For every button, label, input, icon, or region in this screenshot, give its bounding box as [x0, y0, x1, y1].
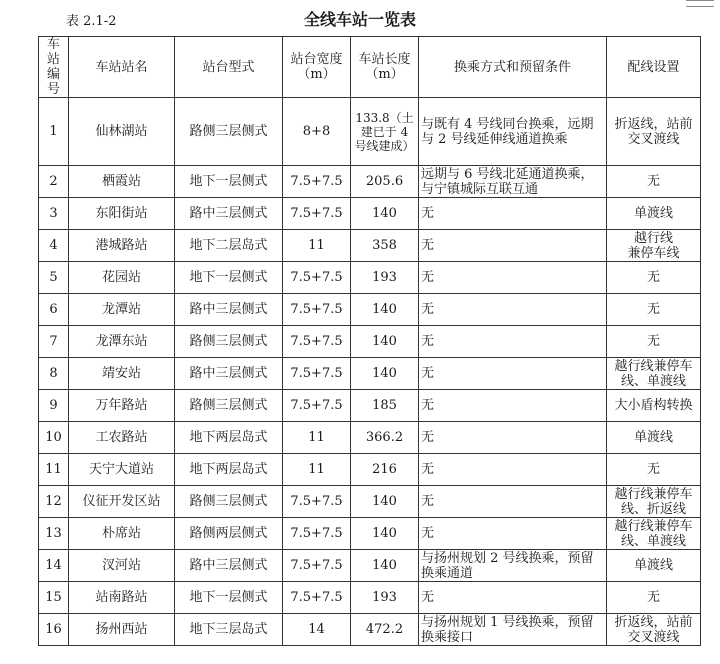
- table-cell: 472.2: [351, 614, 419, 646]
- table-cell: 越行线兼停车线、单渡线: [607, 518, 701, 550]
- table-cell: 单渡线: [607, 422, 701, 454]
- table-cell: 4: [39, 230, 69, 262]
- table-cell: 港城路站: [69, 230, 175, 262]
- table-cell: 天宁大道站: [69, 454, 175, 486]
- table-cell: 216: [351, 454, 419, 486]
- table-cell: 越行线兼停车线、折返线: [607, 486, 701, 518]
- table-cell: 11: [283, 230, 351, 262]
- table-cell: 路中三层侧式: [175, 198, 283, 230]
- table-cell: 无: [419, 326, 607, 358]
- table-cell: 5: [39, 262, 69, 294]
- table-cell: 366.2: [351, 422, 419, 454]
- table-cell: 6: [39, 294, 69, 326]
- table-cell: 1: [39, 98, 69, 166]
- table-cell: 仙林湖站: [69, 98, 175, 166]
- table-cell: 193: [351, 582, 419, 614]
- table-cell: 越行线兼停车线、单渡线: [607, 358, 701, 390]
- table-cell: 无: [607, 582, 701, 614]
- table-row: [39, 518, 701, 550]
- table-cell: 无: [419, 518, 607, 550]
- table-cell: 193: [351, 262, 419, 294]
- table-cell: 无: [419, 358, 607, 390]
- station-table: [38, 36, 701, 646]
- table-cell: 大小盾构转换: [607, 390, 701, 422]
- table-cell: 185: [351, 390, 419, 422]
- header-cell: 换乘方式和预留条件: [419, 37, 607, 98]
- table-cell: 无: [419, 582, 607, 614]
- table-cell: 7.5+7.5: [283, 582, 351, 614]
- table-cell: 358: [351, 230, 419, 262]
- table-cell: 7.5+7.5: [283, 198, 351, 230]
- table-cell: 7.5+7.5: [283, 262, 351, 294]
- table-cell: 16: [39, 614, 69, 646]
- table-cell: 地下一层侧式: [175, 582, 283, 614]
- header-row: [39, 37, 701, 98]
- table-cell: 无: [607, 262, 701, 294]
- table-cell: 7: [39, 326, 69, 358]
- table-cell: 栖霞站: [69, 166, 175, 198]
- table-cell: 7.5+7.5: [283, 518, 351, 550]
- table-cell: 140: [351, 518, 419, 550]
- table-cell: 8+8: [283, 98, 351, 166]
- table-cell: 路侧三层侧式: [175, 390, 283, 422]
- table-cell: 折返线，站前交叉渡线: [607, 98, 701, 166]
- table-row: [39, 422, 701, 454]
- table-row: [39, 98, 701, 166]
- table-row: [39, 454, 701, 486]
- table-cell: 折返线，站前交叉渡线: [607, 614, 701, 646]
- table-cell: 11: [283, 454, 351, 486]
- table-cell: 龙潭东站: [69, 326, 175, 358]
- table-label: 表 2.1-2: [66, 14, 117, 29]
- table-cell: 无: [419, 486, 607, 518]
- table-cell: 路中三层侧式: [175, 294, 283, 326]
- table-cell: 11: [283, 422, 351, 454]
- table-cell: 路中三层侧式: [175, 550, 283, 582]
- table-cell: 无: [419, 198, 607, 230]
- table-cell: 13: [39, 518, 69, 550]
- table-row: [39, 166, 701, 198]
- table-cell: 与扬州规划 2 号线换乘，预留换乘通道: [419, 550, 607, 582]
- table-cell: 7.5+7.5: [283, 326, 351, 358]
- table-cell: 仪征开发区站: [69, 486, 175, 518]
- table-cell: 与扬州规划 1 号线换乘，预留换乘接口: [419, 614, 607, 646]
- table-cell: 无: [419, 422, 607, 454]
- table-cell: 7.5+7.5: [283, 486, 351, 518]
- table-row: [39, 326, 701, 358]
- table-row: [39, 262, 701, 294]
- table-cell: 14: [39, 550, 69, 582]
- table-cell: 靖安站: [69, 358, 175, 390]
- table-cell: 11: [39, 454, 69, 486]
- table-cell: 路中三层侧式: [175, 358, 283, 390]
- table-cell: 205.6: [351, 166, 419, 198]
- table-cell: 汊河站: [69, 550, 175, 582]
- table-cell: 无: [419, 294, 607, 326]
- table-cell: 东阳街站: [69, 198, 175, 230]
- table-cell: 无: [607, 294, 701, 326]
- table-cell: 万年路站: [69, 390, 175, 422]
- table-title: 全线车站一览表: [303, 10, 416, 29]
- table-cell: 地下两层岛式: [175, 454, 283, 486]
- table-row: [39, 486, 701, 518]
- table-cell: 133.8（土建已于 4 号线建成）: [351, 98, 419, 166]
- table-cell: 15: [39, 582, 69, 614]
- table-cell: 10: [39, 422, 69, 454]
- table-row: [39, 614, 701, 646]
- header-cell: 配线设置: [607, 37, 701, 98]
- table-cell: 花园站: [69, 262, 175, 294]
- table-cell: 地下一层侧式: [175, 166, 283, 198]
- table-cell: 扬州西站: [69, 614, 175, 646]
- table-body: [39, 98, 701, 646]
- header-cell: 站台宽度 （m）: [283, 37, 351, 98]
- table-cell: 地下两层岛式: [175, 422, 283, 454]
- table-cell: 9: [39, 390, 69, 422]
- table-cell: 7.5+7.5: [283, 358, 351, 390]
- table-cell: 地下一层侧式: [175, 262, 283, 294]
- table-cell: 路侧三层侧式: [175, 98, 283, 166]
- table-cell: 与既有 4 号线同台换乘，远期与 2 号线延伸线通道换乘: [419, 98, 607, 166]
- table-cell: 朴席站: [69, 518, 175, 550]
- table-cell: 工农路站: [69, 422, 175, 454]
- table-cell: 龙潭站: [69, 294, 175, 326]
- header-cell: 站台型式: [175, 37, 283, 98]
- header-cell: 车站长度 （m）: [351, 37, 419, 98]
- table-cell: 无: [607, 166, 701, 198]
- table-row: [39, 550, 701, 582]
- table-cell: 140: [351, 326, 419, 358]
- table-row: [39, 390, 701, 422]
- table-cell: 7.5+7.5: [283, 390, 351, 422]
- table-cell: 7.5+7.5: [283, 294, 351, 326]
- table-cell: 7.5+7.5: [283, 166, 351, 198]
- corner-mark: [686, 0, 714, 7]
- table-row: [39, 358, 701, 390]
- table-cell: 无: [419, 454, 607, 486]
- table-row: [39, 294, 701, 326]
- table-cell: 路侧两层侧式: [175, 518, 283, 550]
- table-cell: 140: [351, 294, 419, 326]
- table-cell: 3: [39, 198, 69, 230]
- header-cell: 车站 编号: [39, 37, 69, 98]
- table-cell: 单渡线: [607, 198, 701, 230]
- table-cell: 路侧三层侧式: [175, 326, 283, 358]
- table-cell: 站南路站: [69, 582, 175, 614]
- table-row: [39, 198, 701, 230]
- table-cell: 7.5+7.5: [283, 550, 351, 582]
- table-cell: 无: [607, 326, 701, 358]
- table-cell: 12: [39, 486, 69, 518]
- table-cell: 140: [351, 486, 419, 518]
- table-cell: 140: [351, 198, 419, 230]
- table-cell: 140: [351, 358, 419, 390]
- table-cell: 无: [419, 262, 607, 294]
- table-cell: 地下二层岛式: [175, 230, 283, 262]
- table-cell: 8: [39, 358, 69, 390]
- table-cell: 地下三层岛式: [175, 614, 283, 646]
- table-row: [39, 582, 701, 614]
- table-cell: 单渡线: [607, 550, 701, 582]
- table-cell: 140: [351, 550, 419, 582]
- table-cell: 2: [39, 166, 69, 198]
- table-cell: 无: [419, 230, 607, 262]
- table-cell: 越行线 兼停车线: [607, 230, 701, 262]
- table-cell: 路侧三层侧式: [175, 486, 283, 518]
- table-cell: 远期与 6 号线北延通道换乘，与宁镇城际互联互通: [419, 166, 607, 198]
- table-row: [39, 230, 701, 262]
- header-cell: 车站站名: [69, 37, 175, 98]
- table-cell: 14: [283, 614, 351, 646]
- table-cell: 无: [607, 454, 701, 486]
- table-cell: 无: [419, 390, 607, 422]
